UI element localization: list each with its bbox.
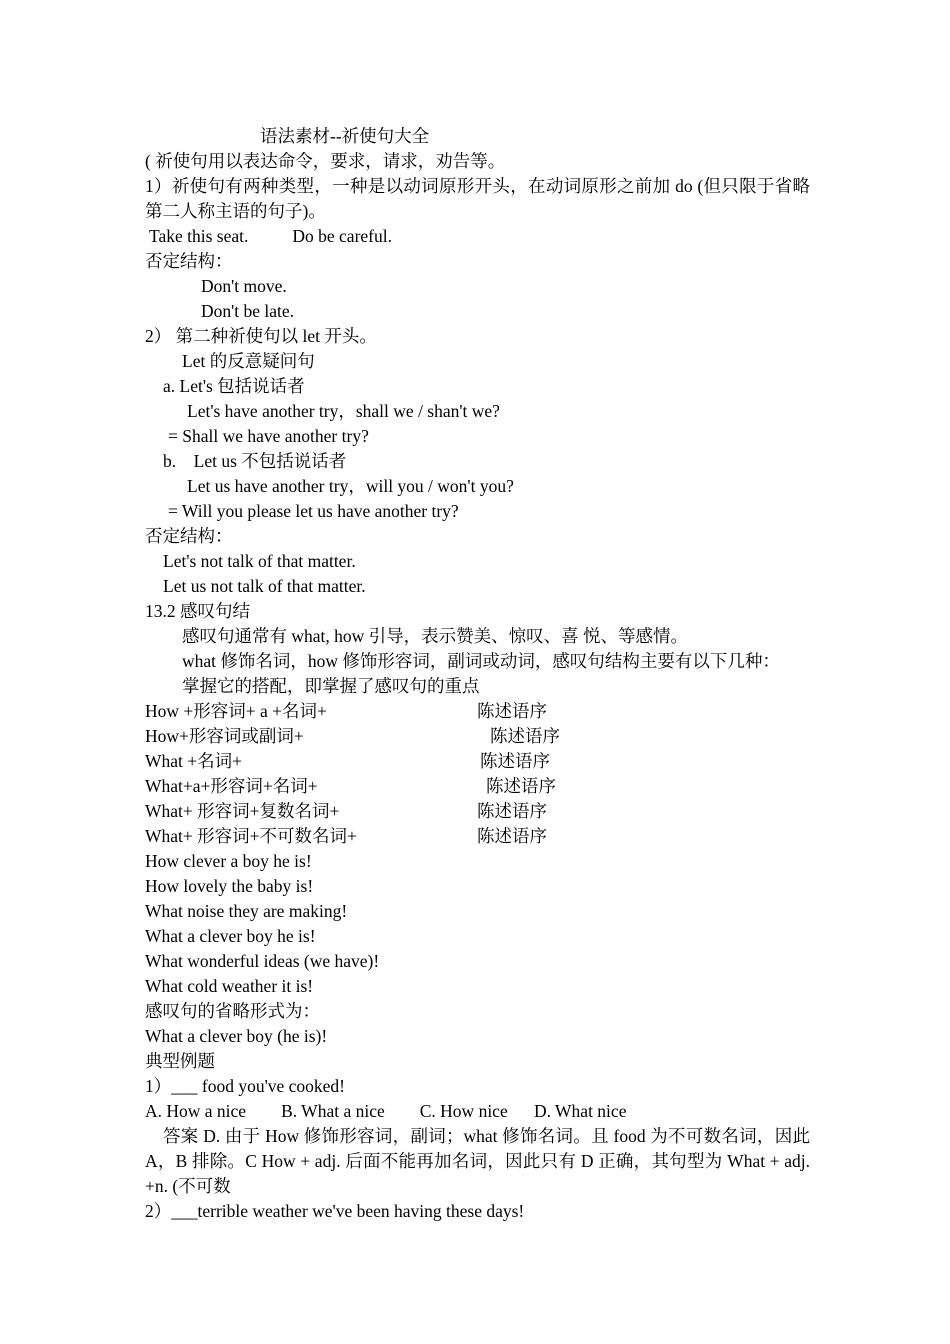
document-title: 语法素材--祈使句大全 xyxy=(260,126,430,146)
negative-example: Let's not talk of that matter. xyxy=(163,551,356,571)
exclamation-example: How clever a boy he is! xyxy=(145,851,312,871)
item-b-equivalent: = Will you please let us have another try? xyxy=(168,501,459,521)
example-take-seat: Take this seat. xyxy=(149,226,249,246)
pattern-right: 陈述语序 xyxy=(477,701,547,721)
pattern-right: 陈述语序 xyxy=(477,801,547,821)
question-two: 2）___terrible weather we've been having these days! xyxy=(145,1201,525,1221)
pattern-right: 陈述语序 xyxy=(477,826,547,846)
paragraph-type-one: 1）祈使句有两种类型，一种是以动词原形开头，在动词原形之前加 do (但只限于省略第二人称主语的句子)。 xyxy=(145,176,810,221)
exclamation-example: What cold weather it is! xyxy=(145,976,314,996)
question-one: 1）___ food you've cooked! xyxy=(145,1076,345,1096)
section-paragraph: what 修饰名词，how 修饰形容词，副词或动词，感叹句结构主要有以下几种： xyxy=(182,651,780,671)
pattern-row xyxy=(145,699,810,724)
pattern-right: 陈述语序 xyxy=(490,726,560,746)
negative-example: Don't move. xyxy=(201,276,287,296)
negative-heading: 否定结构： xyxy=(145,251,233,271)
section-paragraph: 感叹句通常有 what, how 引导，表示赞美、惊叹、喜 悦、等感情。 xyxy=(182,626,689,646)
item-b-heading: b. Let us 不包括说话者 xyxy=(163,451,347,471)
exclamation-example: What wonderful ideas (we have)! xyxy=(145,951,380,971)
typical-examples-heading: 典型例题 xyxy=(145,1051,215,1071)
paragraph-type-two: 2） 第二种祈使句以 let 开头。 xyxy=(145,326,377,346)
section-heading: 13.2 感叹句结 xyxy=(145,601,250,621)
pattern-left: How+形容词或副词+ xyxy=(145,726,304,746)
document-body xyxy=(145,124,810,1224)
section-paragraph: 掌握它的搭配，即掌握了感叹句的重点 xyxy=(182,676,480,696)
pattern-left: What+ 形容词+不可数名词+ xyxy=(145,826,357,846)
pattern-row xyxy=(145,749,810,774)
item-b-example: Let us have another try，will you / won't you? xyxy=(187,476,514,496)
negative-example: Don't be late. xyxy=(201,301,295,321)
pattern-right: 陈述语序 xyxy=(486,776,556,796)
pattern-row xyxy=(145,724,810,749)
item-a-heading: a. Let's 包括说话者 xyxy=(163,376,305,396)
ellipsis-heading: 感叹句的省略形式为： xyxy=(145,1001,320,1021)
item-a-example: Let's have another try，shall we / shan't we? xyxy=(187,401,500,421)
exclamation-example: What noise they are making! xyxy=(145,901,348,921)
answer-explanation: 答案 D. 由于 How 修饰形容词，副词；what 修饰名词。且 food 为不可数名词，因此 A，B 排除。C How + adj. 后面不能再加名词，因此只有 D 正确，其句型为 What + adj. +n. (不可数 xyxy=(145,1126,810,1196)
item-a-equivalent: = Shall we have another try? xyxy=(168,426,369,446)
negative-example: Let us not talk of that matter. xyxy=(163,576,366,596)
exclamation-example: How lovely the baby is! xyxy=(145,876,314,896)
pattern-left: What+ 形容词+复数名词+ xyxy=(145,801,340,821)
exclamation-example: What a clever boy he is! xyxy=(145,926,316,946)
let-tag-heading: Let 的反意疑问句 xyxy=(182,351,315,371)
example-line xyxy=(145,224,810,249)
example-be-careful: Do be careful. xyxy=(292,226,392,246)
pattern-left: What+a+形容词+名词+ xyxy=(145,776,318,796)
negative-heading: 否定结构： xyxy=(145,526,233,546)
pattern-row xyxy=(145,824,810,849)
pattern-left: How +形容词+ a +名词+ xyxy=(145,701,327,721)
question-one-options: A. How a nice B. What a nice C. How nice D. What nice xyxy=(145,1101,627,1121)
pattern-row xyxy=(145,799,810,824)
pattern-right: 陈述语序 xyxy=(480,751,550,771)
pattern-left: What +名词+ xyxy=(145,751,243,771)
pattern-row xyxy=(145,774,810,799)
intro-line: ( 祈使句用以表达命令，要求，请求，劝告等。 xyxy=(145,151,506,171)
ellipsis-example: What a clever boy (he is)! xyxy=(145,1026,328,1046)
